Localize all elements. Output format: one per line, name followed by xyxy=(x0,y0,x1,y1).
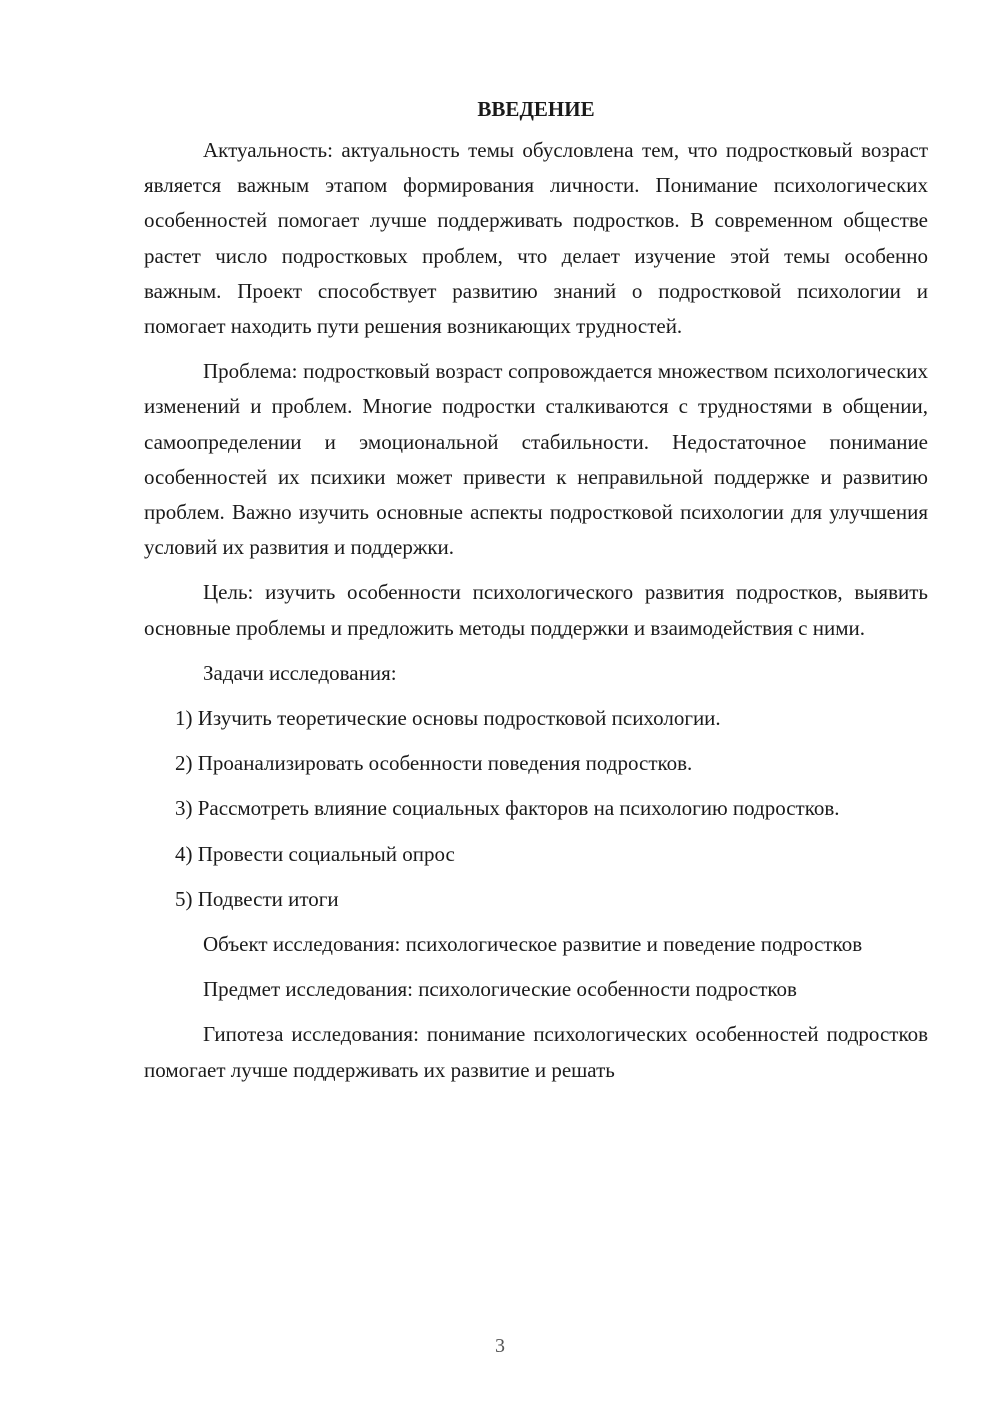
page-number: 3 xyxy=(495,1335,505,1357)
problem-paragraph: Проблема: подростковый возраст сопровождается множеством психологических изменений и проблем. Многие подростки сталкиваются с трудностями в общении, самоопределении и эмоциональной стабильности. Недостаточное понимание особенностей их психики может привести к неправильной поддержке и развитию проблем. Важно изучить основные аспекты подростковой психологии для улучшения условий их развития и поддержки. xyxy=(144,359,928,560)
hypothesis-paragraph: Гипотеза исследования: понимание психологических особенностей подростков помогает лучше поддерживать их развитие и решать xyxy=(144,1022,928,1082)
section-heading: ВВЕДЕНИЕ xyxy=(477,97,595,121)
goal-paragraph: Цель: изучить особенности психологического развития подростков, выявить основные проблемы и предложить методы поддержки и взаимодействия с ними. xyxy=(144,580,928,640)
tasks-heading: Задачи исследования: xyxy=(203,660,397,685)
relevance-paragraph: Актуальность: актуальность темы обусловлена тем, что подростковый возраст является важным этапом формирования личности. Понимание психологических особенностей помогает лучше поддерживать подростков. В современном обществе растет число подростковых проблем, что делает изучение этой темы особенно важным. Проект способствует развитию знаний о подростковой психологии и помогает находить пути решения возникающих трудностей. xyxy=(144,138,928,339)
task-item-1: 1) Изучить теоретические основы подростковой психологии. xyxy=(175,706,721,731)
task-item-5: 5) Подвести итоги xyxy=(175,886,339,911)
task-item-3: 3) Рассмотреть влияние социальных факторов на психологию подростков. xyxy=(175,796,840,821)
task-item-2: 2) Проанализировать особенности поведения подростков. xyxy=(175,751,693,776)
research-object-paragraph: Объект исследования: психологическое развитие и поведение подростков xyxy=(203,932,863,957)
page-content xyxy=(144,92,928,1098)
research-subject-paragraph: Предмет исследования: психологические особенности подростков xyxy=(203,977,797,1002)
task-item-4: 4) Провести социальный опрос xyxy=(175,841,455,866)
